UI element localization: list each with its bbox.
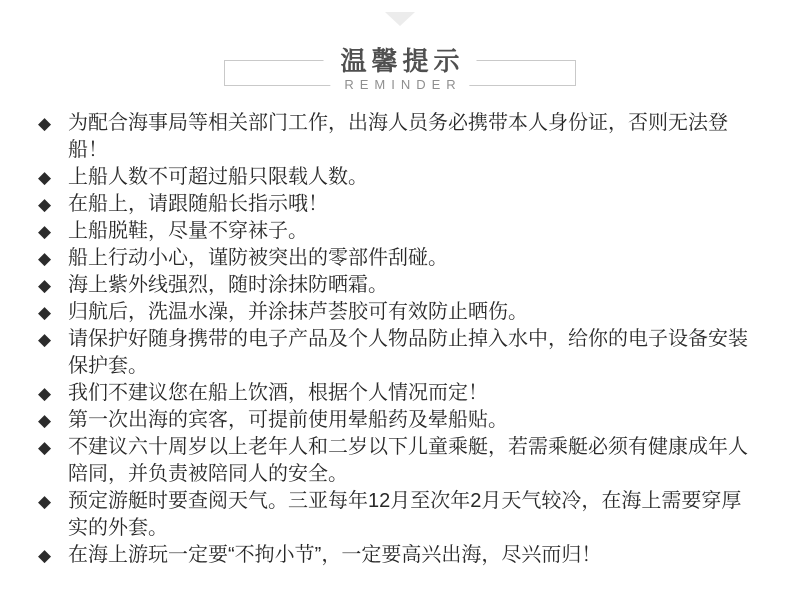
list-item	[38, 245, 760, 272]
list-item-text: 归航后，洗温水澡，并涂抹芦荟胶可有效防止晒伤。	[68, 301, 528, 323]
list-item	[38, 542, 760, 569]
list-item	[38, 380, 760, 407]
diamond-bullet-icon: ◆	[38, 384, 52, 403]
diamond-bullet-icon: ◆	[38, 249, 52, 268]
diamond-bullet-icon: ◆	[38, 330, 52, 349]
list-item-text: 在船上，请跟随船长指示哦！	[68, 193, 328, 215]
diamond-bullet-icon: ◆	[38, 168, 52, 187]
list-item	[38, 218, 760, 245]
list-item	[38, 488, 760, 542]
list-item	[38, 164, 760, 191]
diamond-bullet-icon: ◆	[38, 222, 52, 241]
list-item	[38, 299, 760, 326]
diamond-bullet-icon: ◆	[38, 195, 52, 214]
reminder-page	[0, 12, 800, 595]
diamond-bullet-icon: ◆	[38, 303, 52, 322]
list-item-text: 上船脱鞋，尽量不穿袜子。	[68, 220, 308, 242]
list-item	[38, 434, 760, 488]
diamond-bullet-icon: ◆	[38, 492, 52, 511]
diamond-bullet-icon: ◆	[38, 411, 52, 430]
list-item-text: 船上行动小心，谨防被突出的零部件刮碰。	[68, 247, 448, 269]
list-item	[38, 191, 760, 218]
list-item-text: 为配合海事局等相关部门工作，出海人员务必携带本人身份证，否则无法登船！	[68, 112, 728, 161]
diamond-bullet-icon: ◆	[38, 114, 52, 133]
diamond-bullet-icon: ◆	[38, 438, 52, 457]
list-item-text: 预定游艇时要查阅天气。三亚每年12月至次年2月天气较冷，在海上需要穿厚实的外套。	[68, 490, 742, 539]
page-subtitle: REMINDER	[330, 77, 469, 93]
list-item-text: 海上紫外线强烈，随时涂抹防晒霜。	[68, 274, 388, 296]
page-title: 温馨提示	[323, 46, 476, 76]
list-item-text: 上船人数不可超过船只限载人数。	[68, 166, 368, 188]
list-item-text: 请保护好随身携带的电子产品及个人物品防止掉入水中，给你的电子设备安装保护套。	[68, 328, 748, 377]
list-item-text: 在海上游玩一定要“不拘小节”，一定要高兴出海，尽兴而归！	[68, 544, 602, 566]
diamond-bullet-icon: ◆	[38, 276, 52, 295]
reminder-list	[0, 110, 800, 569]
down-triangle-icon	[385, 12, 415, 26]
list-item	[38, 407, 760, 434]
header-frame	[224, 46, 576, 92]
list-item	[38, 326, 760, 380]
list-item	[38, 110, 760, 164]
diamond-bullet-icon: ◆	[38, 546, 52, 565]
list-item-text: 不建议六十周岁以上老年人和二岁以下儿童乘艇，若需乘艇必须有健康成年人陪同，并负责被陪同人的安全。	[68, 436, 748, 485]
list-item-text: 我们不建议您在船上饮酒，根据个人情况而定！	[68, 382, 488, 404]
list-item-text: 第一次出海的宾客，可提前使用晕船药及晕船贴。	[68, 409, 508, 431]
list-item	[38, 272, 760, 299]
